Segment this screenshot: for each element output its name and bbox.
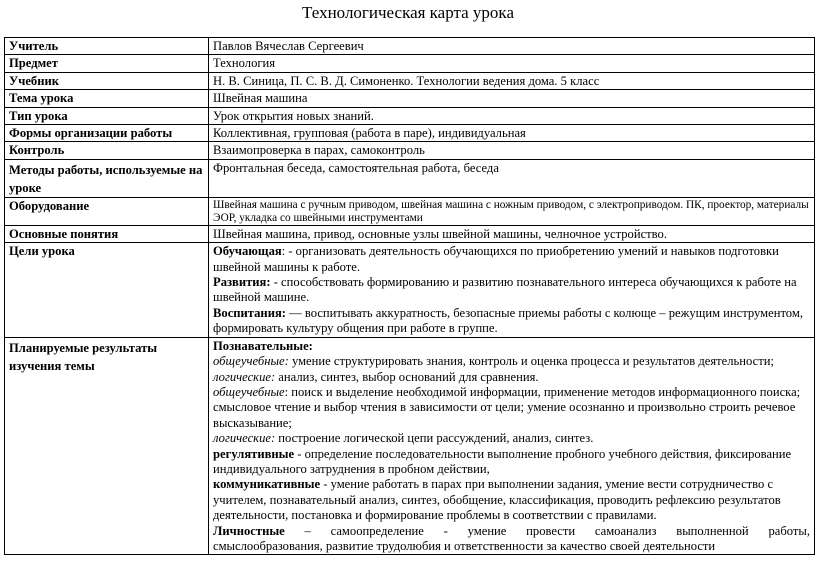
table-row: [5, 90, 815, 107]
table-row: [5, 337, 815, 555]
results-personal-title: Личностные: [213, 523, 285, 538]
row-value-results: [209, 337, 815, 555]
goal-upbringing-title: Воспитания:: [213, 305, 286, 320]
goal-development-text: - способствовать формированию и развитию познавательного интереса обучающихся к работе на швейной машине.: [213, 275, 797, 305]
row-value-goals: [209, 243, 815, 337]
results-communicative: [213, 477, 810, 523]
results-communicative-text: - умение работать в парах при выполнении задания, умение вести сотрудничество с учителем, познавательный анализ, синтез, обобщение, классификация, проводить рефлексию результатов деятельности, постановка и формирование проблемы в соответствии с правилами.: [213, 477, 781, 523]
results-item-text: умение структурировать знания, контроль и оценка процесса и результатов деятельности;: [288, 354, 774, 369]
table-row: [5, 225, 815, 242]
row-label-control: Контроль: [5, 142, 209, 159]
table-row: [5, 197, 815, 225]
table-row: [5, 243, 815, 337]
results-item-text: анализ, синтез, выбор оснований для сравнения.: [275, 369, 539, 384]
results-cognitive-title: Познавательные:: [213, 338, 313, 353]
equipment-text: Швейная машина с ручным приводом, швейная машина с ножным приводом, с электроприводом. ПК, проектор, материалы ЭОР, укладка со швейными инструментами: [213, 198, 809, 224]
row-value-equipment: [209, 197, 815, 225]
row-value-subject: Технология: [209, 55, 815, 72]
results-communicative-title: коммуникативные: [213, 477, 321, 492]
row-value-teacher: Павлов Вячеслав Сергеевич: [209, 38, 815, 55]
goal-development: [213, 275, 810, 306]
goal-upbringing-text: — воспитывать аккуратность, безопасные приемы работы с колюще – режущим инструментом, формировать культуру общения при работе в группе.: [213, 305, 803, 336]
goal-educational: [213, 244, 810, 275]
results-item-text: : поиск и выделение необходимой информации, применение методов информационного поиска; смысловое чтение и выбор чтения в зависимости от цели; умение осознанно и произвольно строить речевое высказывание;: [213, 384, 801, 430]
table-row: [5, 107, 815, 124]
row-label-topic: Тема урока: [5, 90, 209, 107]
lesson-card-table: [4, 37, 815, 555]
results-item: [213, 431, 810, 446]
row-label-results: Планируемые результаты изучения темы: [5, 337, 209, 555]
results-item: [213, 370, 810, 385]
row-label-goals: Цели урока: [5, 243, 209, 337]
row-value-type: Урок открытия новых знаний.: [209, 107, 815, 124]
goal-educational-title: Обучающая: [213, 244, 282, 259]
table-row: [5, 72, 815, 89]
results-item-kind: общеучебные: [213, 384, 285, 399]
goal-upbringing: [213, 306, 810, 337]
results-item: [213, 385, 810, 431]
results-personal: [213, 524, 810, 539]
row-label-subject: Предмет: [5, 55, 209, 72]
row-value-control: Взаимопроверка в парах, самоконтроль: [209, 142, 815, 159]
row-value-concepts: Швейная машина, привод, основные узлы швейной машины, челночное устройство.: [209, 225, 815, 242]
row-label-forms: Формы организации работы: [5, 125, 209, 142]
row-label-concepts: Основные понятия: [5, 225, 209, 242]
results-item-kind: общеучебные:: [213, 354, 289, 369]
table-row: [5, 125, 815, 142]
row-value-textbook: Н. В. Синица, П. С. В. Д. Симоненко. Технологии ведения дома. 5 класс: [209, 72, 815, 89]
results-regulatory-text: - определение последовательности выполнение пробного учебного действия, фиксирование индивидуального затруднения в пробном действии,: [213, 446, 792, 476]
results-personal-text: – самоопределение - умение провести самоанализ выполненной работы,: [284, 523, 810, 538]
row-label-methods: Методы работы, используемые на уроке: [5, 159, 209, 197]
row-label-equipment: Оборудование: [5, 197, 209, 225]
goal-educational-text: : - организовать деятельность обучающихся по приобретению умений и навыков подготовки швейной машины к работе.: [213, 244, 779, 274]
row-label-teacher: Учитель: [5, 38, 209, 55]
row-label-textbook: Учебник: [5, 72, 209, 89]
results-item-text: построение логической цепи рассуждений, анализ, синтез.: [275, 431, 594, 446]
results-regulatory-title: регулятивные: [213, 446, 295, 461]
document-title: Технологическая карта урока: [302, 3, 514, 22]
table-row: [5, 38, 815, 55]
row-value-methods: Фронтальная беседа, самостоятельная работа, беседа: [209, 159, 815, 197]
results-item: [213, 354, 810, 369]
table-row: [5, 55, 815, 72]
table-row: [5, 159, 815, 197]
row-label-type: Тип урока: [5, 107, 209, 124]
results-item-kind: логические:: [213, 431, 276, 446]
results-personal-continued: смыслообразования, развитие трудолюбия и ответственности за качество своей деятельности: [213, 538, 716, 553]
goal-development-title: Развития:: [213, 275, 271, 290]
results-item-kind: логические:: [213, 369, 276, 384]
results-regulatory: [213, 447, 810, 478]
row-value-forms: Коллективная, групповая (работа в паре), индивидуальная: [209, 125, 815, 142]
row-value-topic: Швейная машина: [209, 90, 815, 107]
table-row: [5, 142, 815, 159]
